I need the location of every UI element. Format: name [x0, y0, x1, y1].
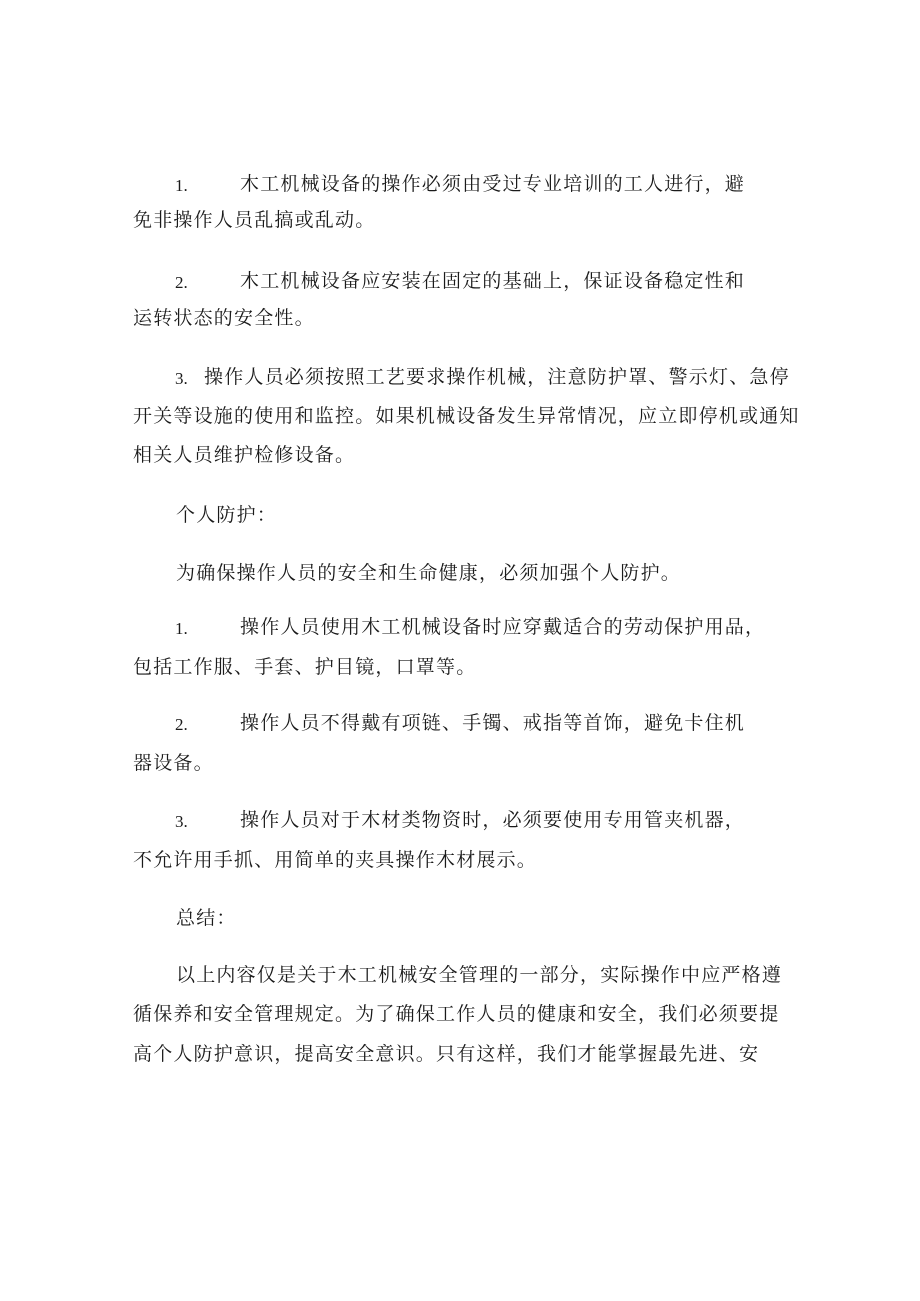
item-3-line-1: 操作人员必须按照工艺要求操作机械，注意防护罩、警示灯、急停	[204, 366, 790, 388]
item-3-line-2: 开关等设施的使用和监控。如果机械设备发生异常情况，应立即停机或通知	[133, 405, 800, 427]
item-2-line-1: 木工机械设备应安装在固定的基础上，保证设备稳定性和	[240, 270, 746, 292]
summary-line-2: 循保养和安全管理规定。为了确保工作人员的健康和安全，我们必须要提	[133, 1003, 780, 1025]
summary-line-3: 高个人防护意识，提高安全意识。只有这样，我们才能掌握最先进、安	[133, 1043, 760, 1065]
pp-item-3-number: 3.	[175, 812, 188, 831]
pp-item-1-line-1: 操作人员使用木工机械设备时应穿戴适合的劳动保护用品，	[240, 616, 766, 638]
item-3-line-3: 相关人员维护检修设备。	[133, 444, 356, 466]
personal-protection-intro: 为确保操作人员的安全和生命健康，必须加强个人防护。	[176, 562, 682, 584]
pp-item-3-line-2: 不允许用手抓、用简单的夹具操作木材展示。	[133, 849, 538, 871]
item-1-line-2: 免非操作人员乱搞或乱动。	[133, 209, 376, 231]
item-1-line-1: 木工机械设备的操作必须由受过专业培训的工人进行，避	[240, 173, 746, 195]
pp-item-2-line-1: 操作人员不得戴有项链、手镯、戒指等首饰，避免卡住机	[240, 712, 746, 734]
personal-protection-heading: 个人防护：	[176, 504, 278, 526]
pp-item-1-number: 1.	[175, 619, 188, 638]
item-2-line-2: 运转状态的安全性。	[133, 307, 315, 329]
item-3-number: 3.	[175, 369, 188, 388]
pp-item-2-line-2: 器设备。	[133, 752, 214, 774]
item-1-number: 1.	[175, 176, 188, 195]
pp-item-1-line-2: 包括工作服、手套、护目镜，口罩等。	[133, 656, 477, 678]
item-2-number: 2.	[175, 273, 188, 292]
summary-heading: 总结：	[176, 907, 237, 929]
pp-item-3-line-1: 操作人员对于木材类物资时，必须要使用专用管夹机器，	[240, 809, 746, 831]
summary-line-1: 以上内容仅是关于木工机械安全管理的一部分，实际操作中应严格遵	[176, 964, 783, 986]
pp-item-2-number: 2.	[175, 715, 188, 734]
